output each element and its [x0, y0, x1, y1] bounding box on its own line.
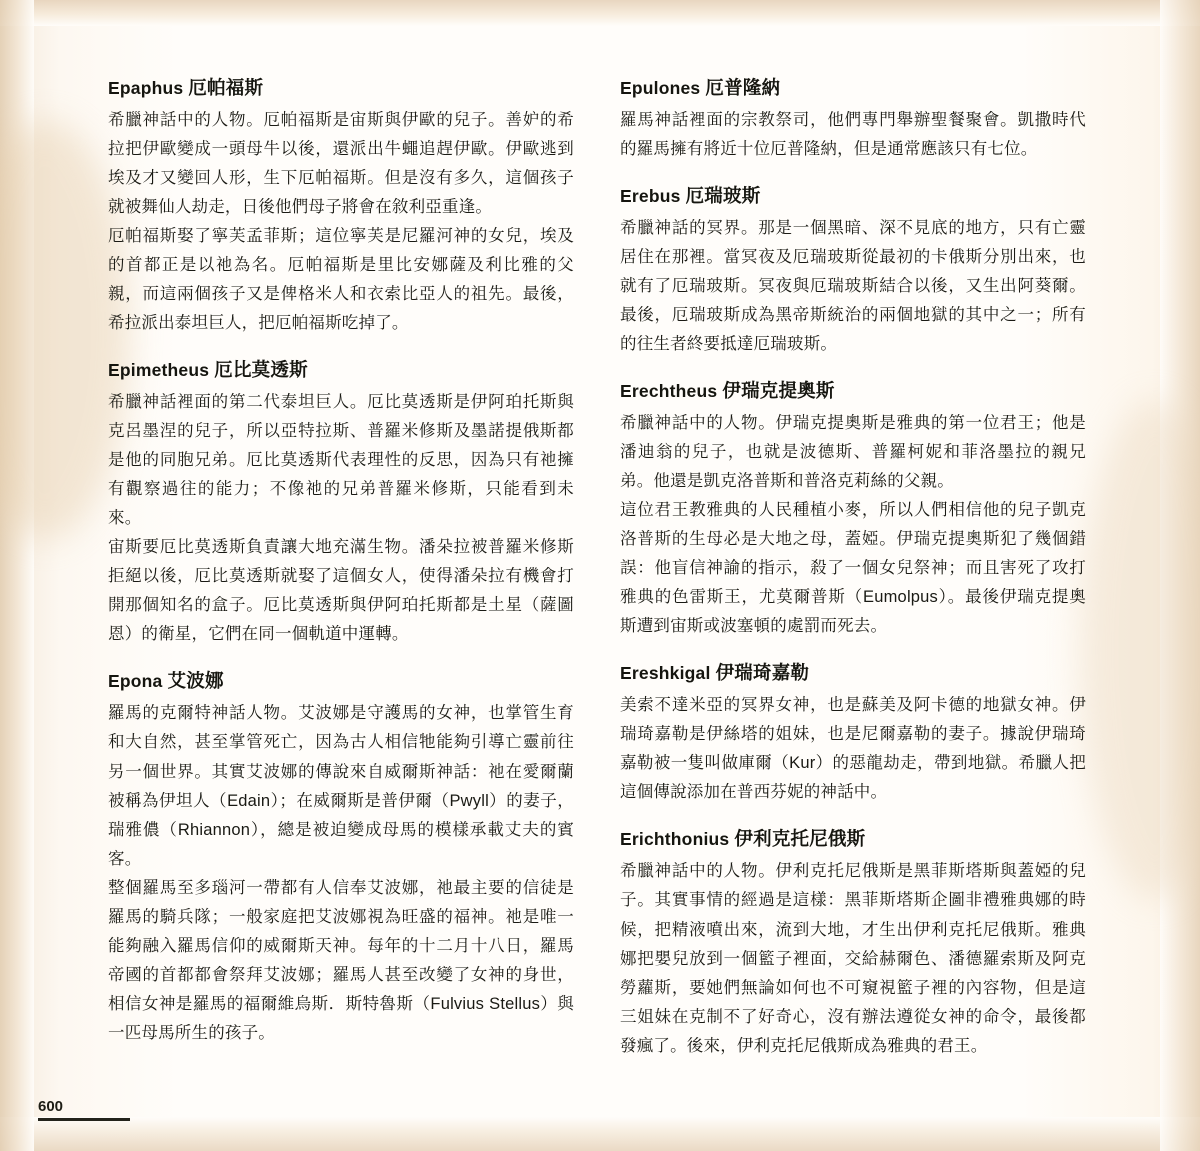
entry-paragraph: 羅馬的克爾特神話人物。艾波娜是守護馬的女神，也掌管生育和大自然，甚至掌管死亡，因為古人相信牠能夠引導亡靈前往另一個世界。其實艾波娜的傳說來自威爾斯神話：祂在愛爾蘭被稱為伊坦人（Edain）；在威爾斯是普伊爾（Pwyll）的妻子，瑞雅儂（Rhiannon），總是被迫變成母馬的模樣承載丈夫的賓客。 [108, 704, 574, 868]
dictionary-entry [620, 184, 1086, 359]
entry-title-zh: 厄瑞玻斯 [685, 185, 761, 207]
page-edge-bottom [0, 1117, 1200, 1151]
entry-title-en: Erebus [620, 186, 681, 207]
entry-title-en: Erichthonius [620, 829, 730, 850]
page-footer [38, 1098, 158, 1115]
entry-paragraph: 這位君王教雅典的人民種植小麥，所以人們相信他的兒子凱克洛普斯的生母必是大地之母，蓋婭。伊瑞克提奧斯犯了幾個錯誤：他盲信神諭的指示，殺了一個女兒祭神；而且害死了攻打雅典的色雷斯王，尤莫爾普斯（Eumolpus）。最後伊瑞克提奧斯遭到宙斯或波塞頓的處罰而死去。 [620, 501, 1086, 636]
entry-paragraph: 整個羅馬至多瑙河一帶都有人信奉艾波娜，祂最主要的信徒是羅馬的騎兵隊；一般家庭把艾波娜視為旺盛的福神。祂是唯一能夠融入羅馬信仰的威爾斯天神。每年的十二月十八日，羅馬帝國的首都都會祭拜艾波娜；羅馬人甚至改變了女神的身世，相信女神是羅馬的福爾維烏斯．斯特魯斯（Fulvius Stellus）與一匹母馬所生的孩子。 [108, 878, 574, 1042]
column-left [108, 76, 574, 1076]
entry-heading [108, 669, 574, 694]
dictionary-entry [108, 76, 574, 338]
entry-title-zh: 厄普隆納 [705, 77, 781, 98]
page-content [108, 76, 1086, 1076]
entry-paragraph: 羅馬神話裡面的宗教祭司，他們專門舉辦聖餐聚會。凱撒時代的羅馬擁有將近十位厄普隆納，但是通常應該只有七位。 [620, 110, 1086, 158]
entry-paragraph: 希臘神話裡面的第二代泰坦巨人。厄比莫透斯是伊阿珀托斯與克呂墨涅的兒子，所以亞特拉斯、普羅米修斯及墨諾提俄斯都是他的同胞兄弟。厄比莫透斯代表理性的反思，因為只有祂擁有觀察過往的能力；不像祂的兄弟普羅米修斯，只能看到未來。 [108, 393, 574, 528]
page-edge-right [1160, 0, 1200, 1151]
entry-title-en: Erechtheus [620, 381, 718, 402]
entry-title-en: Epulones [620, 78, 701, 98]
entry-paragraph: 厄帕福斯娶了寧芙孟菲斯；這位寧芙是尼羅河神的女兒，埃及的首都正是以祂為名。厄帕福斯是里比安娜薩及利比雅的父親，而這兩個孩子又是俾格米人和衣索比亞人的祖先。最後，希拉派出泰坦巨人，把厄帕福斯吃掉了。 [108, 227, 574, 333]
entry-title-en: Ereshkigal [620, 663, 711, 684]
column-right [620, 76, 1086, 1076]
entry-heading [620, 76, 1086, 101]
entry-heading [620, 184, 1086, 209]
dictionary-entry [620, 827, 1086, 1060]
entry-title-en: Epaphus [108, 78, 184, 98]
entry-title-en: Epimetheus [108, 360, 210, 381]
dictionary-entry [108, 358, 574, 649]
entry-heading [108, 76, 574, 101]
dictionary-entry [620, 379, 1086, 641]
entry-title-zh: 伊利克托尼俄斯 [734, 828, 866, 850]
entry-title-zh: 伊瑞克提奧斯 [722, 380, 835, 402]
page-edge-top [0, 0, 1200, 26]
entry-heading [620, 827, 1086, 852]
entry-paragraph: 宙斯要厄比莫透斯負責讓大地充滿生物。潘朵拉被普羅米修斯拒絕以後，厄比莫透斯就娶了這個女人，使得潘朵拉有機會打開那個知名的盒子。厄比莫透斯與伊阿珀托斯都是土星（薩圖恩）的衛星，它們在同一個軌道中運轉。 [108, 538, 574, 644]
page-edge-left [0, 0, 34, 1151]
entry-title-zh: 厄帕福斯 [188, 77, 264, 98]
footer-rule [38, 1118, 130, 1121]
entry-heading [620, 379, 1086, 404]
dictionary-entry [620, 76, 1086, 164]
entry-paragraph: 希臘神話的冥界。那是一個黑暗、深不見底的地方，只有亡靈居住在那裡。當冥夜及厄瑞玻斯從最初的卡俄斯分別出來，也就有了厄瑞玻斯。冥夜與厄瑞玻斯結合以後，又生出阿葵爾。最後，厄瑞玻斯成為黑帝斯統治的兩個地獄的其中之一；所有的往生者終要抵達厄瑞玻斯。 [620, 219, 1086, 354]
entry-paragraph: 希臘神話中的人物。伊瑞克提奧斯是雅典的第一位君王；他是潘迪翁的兒子，也就是波德斯、普羅柯妮和菲洛墨拉的親兄弟。他還是凱克洛普斯和普洛克莉絲的父親。 [620, 414, 1086, 491]
entry-title-zh: 厄比莫透斯 [214, 359, 308, 381]
entry-paragraph: 美索不達米亞的冥界女神，也是蘇美及阿卡德的地獄女神。伊瑞琦嘉勒是伊絲塔的姐妹，也是尼爾嘉勒的妻子。據說伊瑞琦嘉勒被一隻叫做庫爾（Kur）的惡龍劫走，帶到地獄。希臘人把這個傳說添加在普西芬妮的神話中。 [620, 696, 1086, 802]
page-number: 600 [38, 1098, 64, 1115]
entry-paragraph: 希臘神話中的人物。厄帕福斯是宙斯與伊歐的兒子。善妒的希拉把伊歐變成一頭母牛以後，還派出牛蠅追趕伊歐。伊歐逃到埃及才又變回人形，生下厄帕福斯。但是沒有多久，這個孩子就被舞仙人劫走，日後他們母子將會在敘利亞重逢。 [108, 110, 574, 217]
dictionary-entry [620, 661, 1086, 807]
entry-paragraph: 希臘神話中的人物。伊利克托尼俄斯是黑菲斯塔斯與蓋婭的兒子。其實事情的經過是這樣：黑菲斯塔斯企圖非禮雅典娜的時候，把精液噴出來，流到大地，才生出伊利克托尼俄斯。雅典娜把嬰兒放到一個籃子裡面，交給赫爾色、潘德羅索斯及阿克勞蘿斯，要她們無論如何也不可窺視籃子裡的內容物，但是這三姐妹在克制不了好奇心，沒有辦法遵從女神的命令，最後都發瘋了。後來，伊利克托尼俄斯成為雅典的君王。 [620, 862, 1086, 1055]
entry-title-zh: 艾波娜 [167, 670, 224, 692]
entry-heading [108, 358, 574, 383]
entry-title-zh: 伊瑞琦嘉勒 [715, 662, 810, 684]
entry-heading [620, 661, 1086, 686]
dictionary-entry [108, 669, 574, 1047]
entry-title-en: Epona [108, 671, 163, 692]
